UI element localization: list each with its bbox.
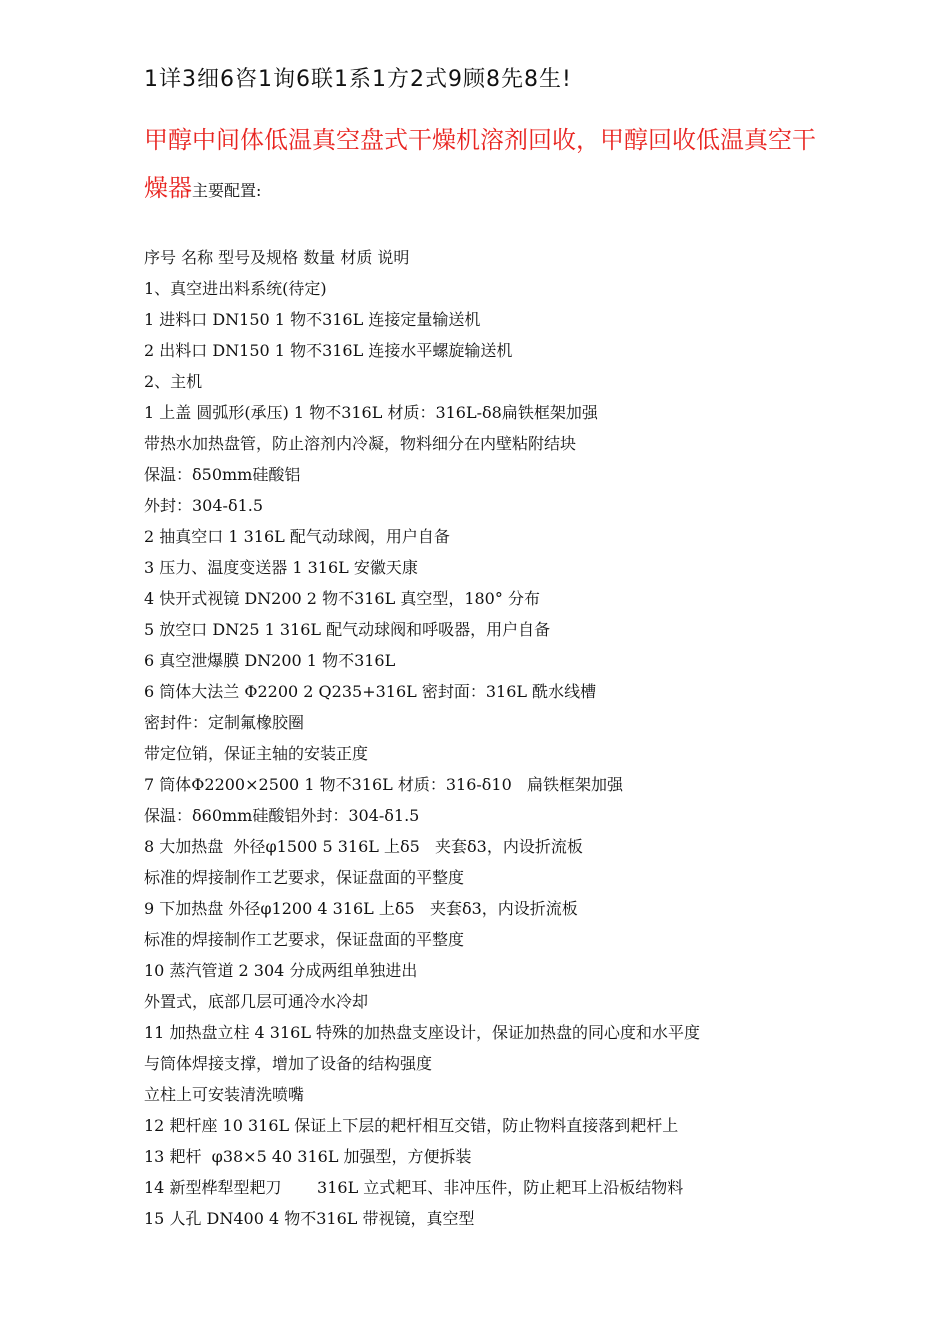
list-item: 密封件：定制氟橡胶圈 [144, 713, 305, 732]
list-item: 立柱上可安装清洗喷嘴 [144, 1085, 305, 1104]
list-item: 7 筒体Φ2200×2500 1 物不316L 材质：316-δ10 扁铁框架加强 [144, 775, 624, 794]
list-item: 保温：δ60mm硅酸铝外封：304-δ1.5 [144, 806, 420, 825]
list-item: 标准的焊接制作工艺要求，保证盘面的平整度 [144, 868, 465, 887]
title-text: 甲醇中间体低温真空盘式干燥机溶剂回收，甲醇回收低温真空干燥器 [144, 126, 816, 202]
list-item: 3 压力、温度变送器 1 316L 安徽天康 [144, 558, 418, 577]
list-item: 9 下加热盘 外径φ1200 4 316L 上δ5 夹套δ3，内设折流板 [144, 899, 578, 918]
list-item: 4 快开式视镜 DN200 2 物不316L 真空型，180° 分布 [144, 589, 540, 608]
list-item: 14 新型桦犁型耙刀 316L 立式耙耳、非冲压件，防止耙耳上沿板结物料 [144, 1178, 684, 1197]
list-item: 带热水加热盘管，防止溶剂内冷凝，物料细分在内壁粘附结块 [144, 434, 577, 453]
config-list [144, 242, 824, 1234]
list-item: 10 蒸汽管道 2 304 分成两组单独进出 [144, 961, 418, 980]
list-item: 8 大加热盘 外径φ1500 5 316L 上δ5 夹套δ3，内设折流板 [144, 837, 583, 856]
list-item: 5 放空口 DN25 1 316L 配气动球阀和呼吸器，用户自备 [144, 620, 551, 639]
table-header: 序号 名称 型号及规格 数量 材质 说明 [144, 248, 410, 267]
list-item: 与筒体焊接支撑，增加了设备的结构强度 [144, 1054, 433, 1073]
list-item: 1 进料口 DN150 1 物不316L 连接定量输送机 [144, 310, 481, 329]
list-item: 保温：δ50mm硅酸铝 [144, 465, 301, 484]
list-item: 11 加热盘立柱 4 316L 特殊的加热盘支座设计，保证加热盘的同心度和水平度 [144, 1023, 701, 1042]
list-item: 6 真空泄爆膜 DN200 1 物不316L [144, 651, 396, 670]
contact-line: 1详3细6咨1询6联1系1方2式9顾8先8生! [144, 67, 572, 92]
section-heading: 主要配置: [192, 181, 262, 200]
list-item: 带定位销，保证主轴的安装正度 [144, 744, 369, 763]
list-item: 2、主机 [144, 372, 203, 391]
list-item: 外置式，底部几层可通冷水冷却 [144, 992, 369, 1011]
list-item: 1、真空进出料系统(待定) [144, 279, 327, 298]
list-item: 6 筒体大法兰 Φ2200 2 Q235+316L 密封面：316L 酰水线槽 [144, 682, 597, 701]
list-item: 13 耙杆 φ38×5 40 316L 加强型，方便拆装 [144, 1147, 472, 1166]
list-item: 标准的焊接制作工艺要求，保证盘面的平整度 [144, 930, 465, 949]
document-title [144, 116, 824, 215]
list-item: 15 人孔 DN400 4 物不316L 带视镜，真空型 [144, 1209, 475, 1228]
list-item: 外封：304-δ1.5 [144, 496, 264, 515]
list-item: 12 耙杆座 10 316L 保证上下层的耙杆相互交错，防止物料直接落到耙杆上 [144, 1116, 679, 1135]
list-item: 2 出料口 DN150 1 物不316L 连接水平螺旋输送机 [144, 341, 513, 360]
list-item: 2 抽真空口 1 316L 配气动球阀，用户自备 [144, 527, 450, 546]
list-item: 1 上盖 圆弧形(承压) 1 物不316L 材质：316L-δ8扁铁框架加强 [144, 403, 598, 422]
